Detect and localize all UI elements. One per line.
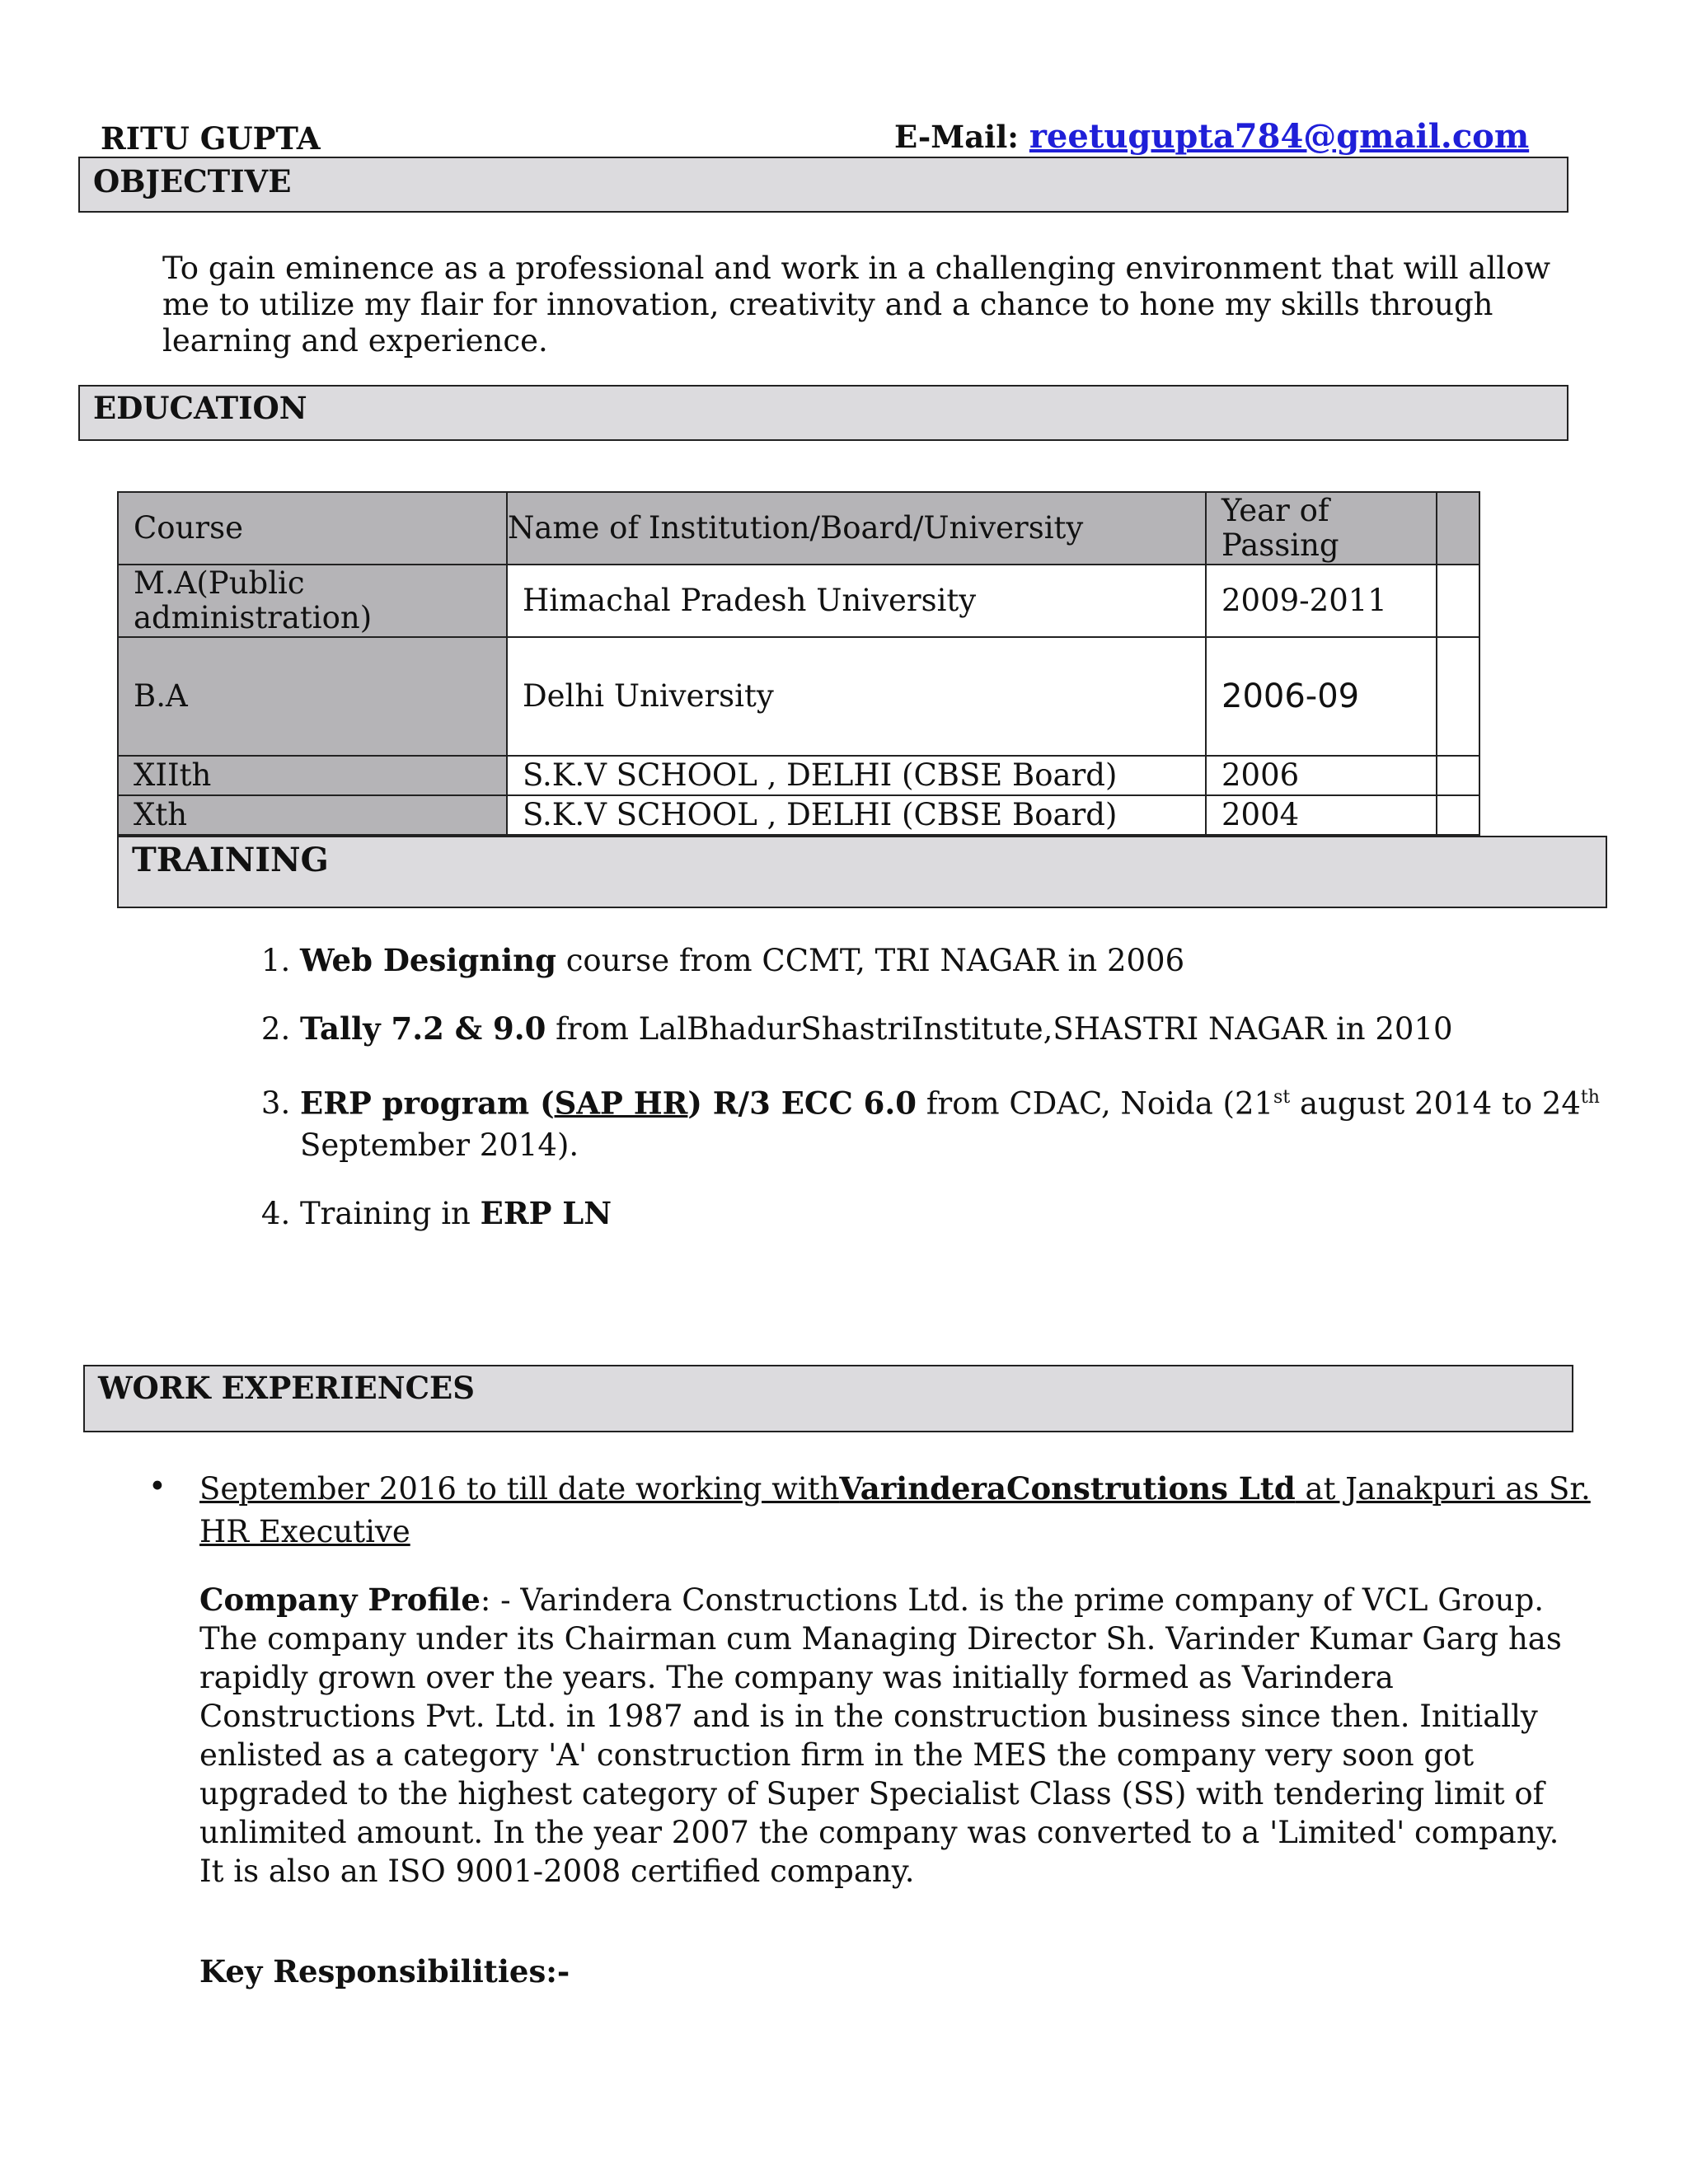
objective-title: OBJECTIVE <box>93 163 292 199</box>
table-row <box>118 565 1479 637</box>
email-line <box>894 117 1529 156</box>
list-item: 1. Web Designing course from CCMT, TRI NAGAR in 2006 <box>300 940 1619 982</box>
cell-institution: Delhi University <box>507 637 1206 756</box>
cell-empty <box>1437 565 1479 637</box>
cell-year: 2006-09 <box>1206 637 1437 756</box>
training-title: TRAINING <box>132 841 329 879</box>
email-label: E-Mail: <box>894 119 1019 155</box>
cell-empty <box>1437 795 1479 835</box>
table-row <box>118 795 1479 835</box>
cell-course: B.A <box>118 637 507 756</box>
header-institution: Name of Institution/Board/University <box>507 492 1206 565</box>
email-link[interactable]: reetugupta784@gmail.com <box>1029 117 1530 156</box>
header-year: Year of Passing <box>1206 492 1437 565</box>
cell-course: Xth <box>118 795 507 835</box>
table-row <box>118 756 1479 795</box>
company-profile-text: : - Varindera Constructions Ltd. is the prime company of VCL Group. The company under its Chairman cum Managing Director Sh. Varinder Kumar Garg has rapidly grown over the years. The company was initially formed as Varindera Constructions Pvt. Ltd. in 1987 and is in the construction business since then. Initially enlisted as a category 'A' construction firm in the MES the company very soon got upgraded to the highest category of Super Specialist Class (SS) with tendering limit of unlimited amount. In the year 2007 the company was converted to a 'Limited' company. It is also an ISO 9001-2008 certified company. <box>199 1582 1562 1889</box>
cell-course: M.A(Public administration) <box>118 565 507 637</box>
cell-year: 2004 <box>1206 795 1437 835</box>
work-title: WORK EXPERIENCES <box>98 1370 475 1406</box>
training-section-bar <box>117 836 1607 908</box>
cell-course: XIIth <box>118 756 507 795</box>
table-row <box>118 637 1479 756</box>
candidate-name: RITU GUPTA <box>101 120 321 157</box>
cell-institution: Himachal Pradesh University <box>507 565 1206 637</box>
cell-year: 2006 <box>1206 756 1437 795</box>
company-profile-label: Company Profile <box>199 1582 481 1618</box>
company-profile <box>199 1581 1568 1891</box>
objective-text: To gain eminence as a professional and work in a challenging environment that will allow me to utilize my flair for innovation, creativity and a chance to hone my skills through learning and experience. <box>162 251 1551 359</box>
key-responsibilities-heading: Key Responsibilities:- <box>199 1953 570 1990</box>
header-empty <box>1437 492 1479 565</box>
list-item: 3. ERP program (SAP HR) R/3 ECC 6.0 from CDAC, Noida (21st august 2014 to 24th September 2014). <box>300 1076 1619 1166</box>
cell-institution: S.K.V SCHOOL , DELHI (CBSE Board) <box>507 756 1206 795</box>
list-item: 4. Training in ERP LN <box>300 1193 1619 1235</box>
education-title: EDUCATION <box>93 390 307 426</box>
table-header-row <box>118 492 1479 565</box>
education-section-bar <box>78 385 1568 441</box>
objective-section-bar <box>78 157 1568 213</box>
bullet-icon: • <box>148 1469 166 1504</box>
list-item: 2. Tally 7.2 & 9.0 from LalBhadurShastriInstitute,SHASTRI NAGAR in 2010 <box>300 1008 1619 1050</box>
work-entry-line: September 2016 to till date working withVarinderaConstrutions Ltd at Janakpuri as Sr. HR Executive <box>199 1470 1591 1549</box>
education-table <box>117 491 1480 836</box>
cell-institution: S.K.V SCHOOL , DELHI (CBSE Board) <box>507 795 1206 835</box>
cell-year: 2009-2011 <box>1206 565 1437 637</box>
cell-empty <box>1437 637 1479 756</box>
training-list <box>239 940 1619 1261</box>
header-course: Course <box>118 492 507 565</box>
cell-empty <box>1437 756 1479 795</box>
work-section-bar <box>83 1365 1573 1432</box>
